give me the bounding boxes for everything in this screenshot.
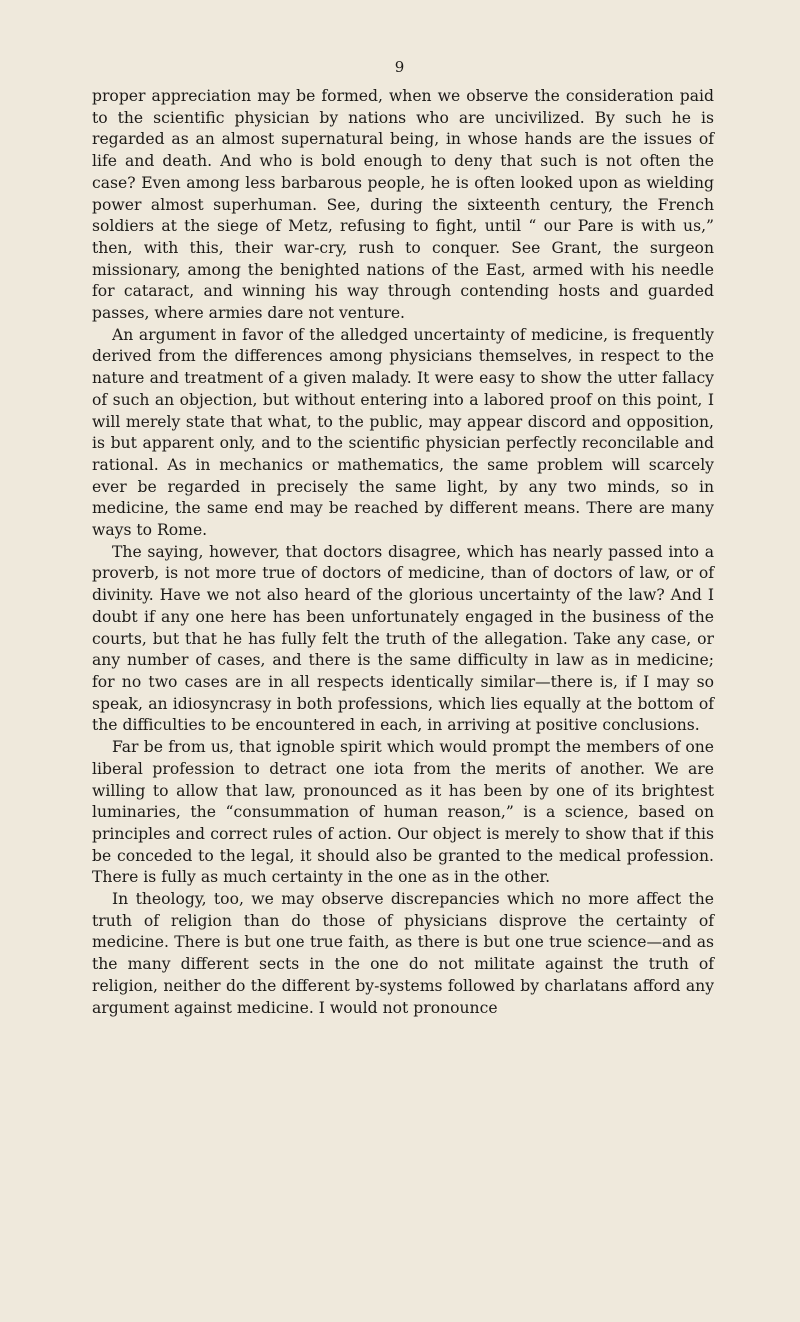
page-body <box>92 86 714 1019</box>
page-number: 9 <box>394 58 406 76</box>
paragraph-2: An argument in favor of the alledged uncertainty of medicine, is frequently derived from the differences among physicians themselves, in respect to the nature and treatment of a given malady. It were easy to show the utter fallacy of such an objection, but without entering into a labored proof on this point, I will merely state that what, to the public, may appear discord and opposition, is but apparent only, and to the scientific physician perfectly reconcilable and rational. As in mechanics or mathematics, the same problem will scarcely ever be regarded in precisely the same light, by any two minds, so in medicine, the same end may be reached by different means. There are many ways to Rome. <box>92 325 714 540</box>
paragraph-1: proper appreciation may be formed, when we observe the consideration paid to the scientific physician by nations who are uncivilized. By such he is regarded as an almost supernatural being, in whose hands are the issues of life and death. And who is bold enough to deny that such is not often the case? Even among less barbarous people, he is often looked upon as wielding power almost superhuman. See, during the sixteenth century, the French soldiers at the siege of Metz, refusing to fight, until “ our Pare is with us,” then, with this, their war-cry, rush to conquer. See Grant, the surgeon missionary, among the benighted nations of the East, armed with his needle for cataract, and winning his way through contending hosts and guarded passes, where armies dare not venture. <box>92 87 714 323</box>
paragraph-4: Far be from us, that ignoble spirit which would prompt the members of one liberal profession to detract one iota from the merits of another. We are willing to allow that law, pronounced as it has been by one of its brightest luminaries, the “consummation of human reason,” is a science, based on principles and correct rules of action. Our object is merely to show that if this be conceded to the legal, it should also be granted to the medical profession. There is fully as much certainty in the one as in the other. <box>92 738 714 887</box>
paragraph-3: The saying, however, that doctors disagree, which has nearly passed into a proverb, is not more true of doctors of medicine, than of doctors of law, or of divinity. Have we not also heard of the glorious uncertainty of the law? And I doubt if any one here has been unfortunately engaged in the business of the courts, but that he has fully felt the truth of the allegation. Take any case, or any number of cases, and there is the same difficulty in law as in medicine; for no two cases are in all respects identically similar—there is, if I may so speak, an idiosyncrasy in both professions, which lies equally at the bottom of the difficulties to be encountered in each, in arriving at positive conclusions. <box>92 542 714 735</box>
paragraph-5: In theology, too, we may observe discrepancies which no more affect the truth of religion than do those of physicians disprove the certainty of medicine. There is but one true faith, as there is but one true science—and as the many different sects in the one do not militate against the truth of religion, neither do the different by-systems followed by charlatans afford any argument against medicine. I would not pronounce <box>92 890 714 1017</box>
